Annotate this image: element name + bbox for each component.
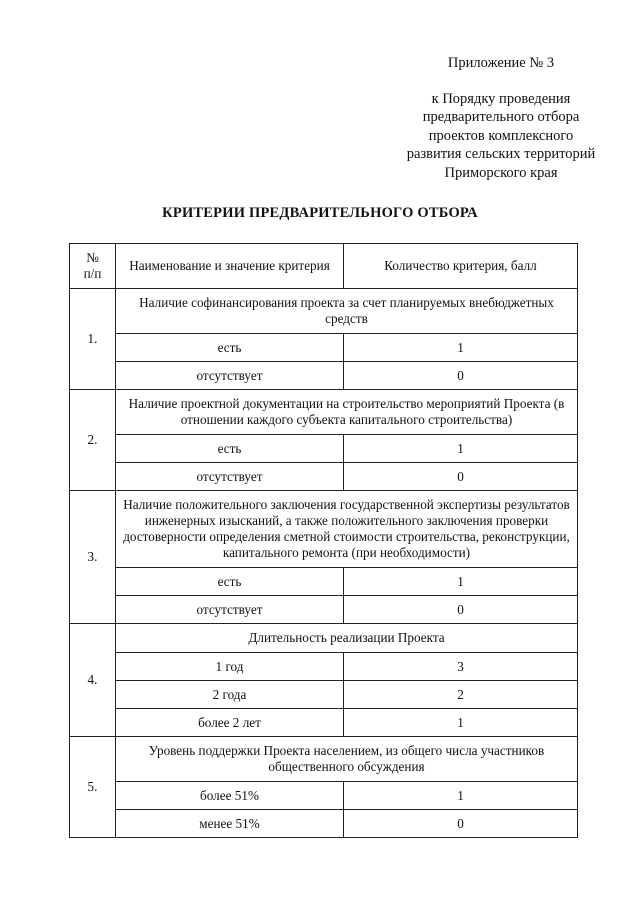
criterion-name: Наличие проектной документации на строительство мероприятий Проекта (в отношении каждого субъекта капитального строительства)	[116, 390, 578, 435]
option-row	[70, 596, 578, 624]
option-score: 1	[344, 782, 578, 810]
criterion-name: Уровень поддержки Проекта населением, из общего числа участников общественного обсуждения	[116, 737, 578, 782]
appendix-line: Приморского края	[444, 164, 558, 181]
option-score: 0	[344, 463, 578, 491]
criterion-row	[70, 624, 578, 653]
option-label: более 51%	[116, 782, 344, 810]
appendix-line: проектов комплексного	[428, 127, 574, 144]
option-row	[70, 435, 578, 463]
appendix-line: к Порядку проведения	[431, 90, 571, 107]
option-label: менее 51%	[116, 810, 344, 838]
criterion-number: 2.	[70, 390, 116, 491]
option-label: есть	[116, 568, 344, 596]
option-score: 1	[344, 435, 578, 463]
option-label: более 2 лет	[116, 709, 344, 737]
appendix-line: предварительного отбора	[422, 109, 580, 125]
criterion-number: 1.	[70, 289, 116, 390]
criteria-table	[69, 243, 578, 838]
option-label: отсутствует	[116, 362, 344, 390]
option-score: 1	[344, 709, 578, 737]
option-row	[70, 709, 578, 737]
header-number	[70, 244, 116, 289]
appendix-number: Приложение № 3	[447, 55, 555, 71]
option-row	[70, 463, 578, 491]
option-row	[70, 334, 578, 362]
header-number-symbol: №	[86, 250, 99, 265]
header-score: Количество критерия, балл	[344, 244, 578, 289]
header-criterion-name: Наименование и значение критерия	[116, 244, 344, 289]
document-title: КРИТЕРИИ ПРЕДВАРИТЕЛЬНОГО ОТБОРА	[162, 205, 478, 221]
option-label: отсутствует	[116, 596, 344, 624]
criterion-row	[70, 390, 578, 435]
table-header-row	[70, 244, 578, 289]
criterion-number: 5.	[70, 737, 116, 838]
appendix-block	[370, 54, 632, 182]
criterion-number: 3.	[70, 491, 116, 624]
option-score: 1	[344, 334, 578, 362]
option-row	[70, 653, 578, 681]
option-row	[70, 810, 578, 838]
criterion-name: Наличие положительного заключения государственной экспертизы результатов инженерных изысканий, а также положительного заключения проверки достоверности определения сметной стоимости строительства, реконструкции, капитального ремонта (при необходимости)	[116, 491, 578, 568]
option-label: 2 года	[116, 681, 344, 709]
criterion-name: Длительность реализации Проекта	[116, 624, 578, 653]
option-label: 1 год	[116, 653, 344, 681]
criterion-row	[70, 289, 578, 334]
option-score: 0	[344, 596, 578, 624]
option-score: 1	[344, 568, 578, 596]
criterion-name: Наличие софинансирования проекта за счет планируемых внебюджетных средств	[116, 289, 578, 334]
option-score: 3	[344, 653, 578, 681]
option-row	[70, 568, 578, 596]
option-label: есть	[116, 334, 344, 362]
option-label: отсутствует	[116, 463, 344, 491]
appendix-line: развития сельских территорий	[406, 146, 596, 162]
criterion-number: 4.	[70, 624, 116, 737]
option-score: 2	[344, 681, 578, 709]
option-score: 0	[344, 810, 578, 838]
criterion-row	[70, 737, 578, 782]
option-score: 0	[344, 362, 578, 390]
option-row	[70, 782, 578, 810]
criterion-row	[70, 491, 578, 568]
option-row	[70, 362, 578, 390]
option-label: есть	[116, 435, 344, 463]
header-number-abbr: п/п	[83, 266, 102, 281]
option-row	[70, 681, 578, 709]
